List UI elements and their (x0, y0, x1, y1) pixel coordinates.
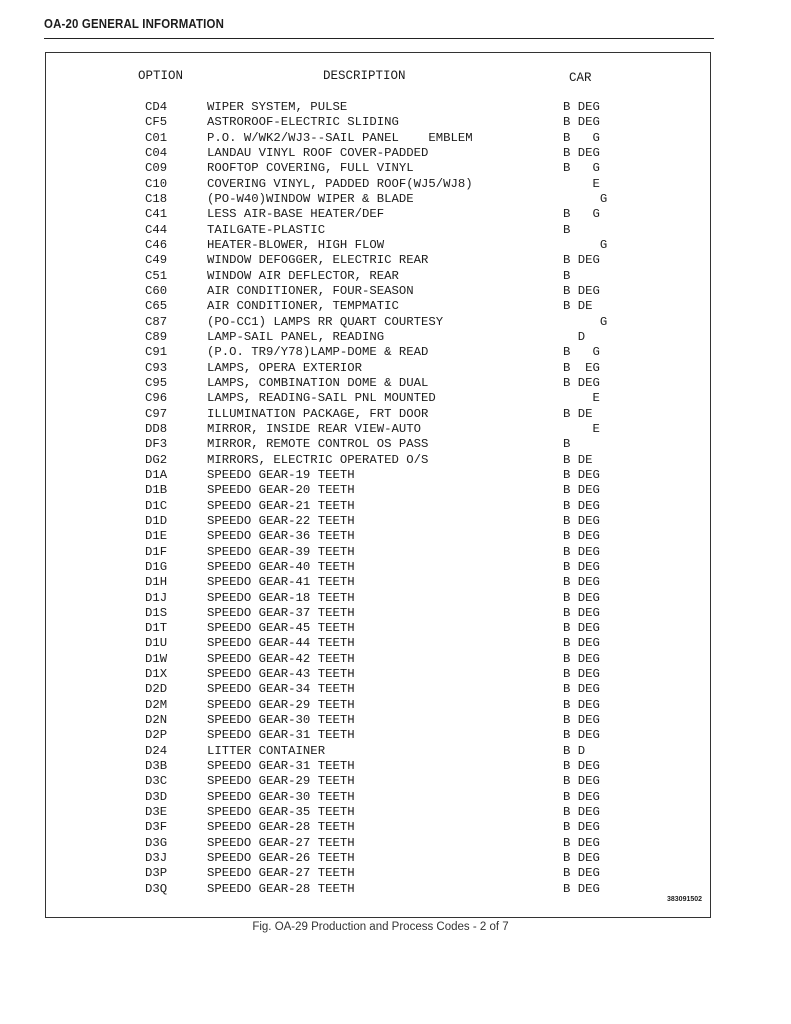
car-codes: B DEG (563, 544, 600, 559)
table-row (0, 744, 791, 759)
table-row (0, 207, 791, 222)
table-row (0, 299, 791, 314)
option-description: COVERING VINYL, PADDED ROOF(WJ5/WJ8) (207, 176, 473, 191)
option-code: C60 (145, 283, 168, 298)
car-codes: G (563, 314, 608, 329)
car-codes: B EG (563, 360, 600, 375)
option-code: D3F (145, 820, 168, 835)
option-code: C18 (145, 191, 168, 206)
car-codes: B DEG (563, 145, 600, 160)
document-code: 383091502 (667, 896, 703, 903)
table-row (0, 315, 791, 330)
car-codes: B DEG (563, 283, 600, 298)
table-row (0, 345, 791, 360)
car-codes: B DEG (563, 590, 600, 605)
option-description: WIPER SYSTEM, PULSE (207, 100, 348, 114)
table-row (0, 223, 791, 238)
table-row (0, 698, 791, 713)
option-description: SPEEDO GEAR-37 TEETH (207, 605, 355, 620)
option-code: D1J (145, 590, 168, 605)
option-code: D1H (145, 575, 168, 590)
option-description: SPEEDO GEAR-26 TEETH (207, 851, 355, 866)
option-code: C93 (145, 360, 168, 375)
column-header-description: DESCRIPTION (323, 69, 406, 83)
table-row (0, 146, 791, 161)
option-description: LAMP-SAIL PANEL, READING (207, 329, 385, 344)
car-codes: B DEG (563, 513, 600, 528)
option-code: D3B (145, 759, 168, 774)
table-row (0, 713, 791, 728)
table-row (0, 575, 791, 590)
option-code: C51 (145, 268, 168, 283)
option-code: D3P (145, 866, 168, 881)
car-codes: B DEG (563, 100, 600, 114)
car-codes: B DEG (563, 805, 600, 820)
option-description: SPEEDO GEAR-28 TEETH (207, 820, 355, 835)
table-row (0, 284, 791, 299)
car-codes: B DEG (563, 605, 600, 620)
option-description: SPEEDO GEAR-27 TEETH (207, 835, 355, 850)
option-code: DG2 (145, 452, 168, 467)
table-row (0, 177, 791, 192)
option-code: C46 (145, 237, 168, 252)
table-row (0, 636, 791, 651)
option-code: D1U (145, 636, 168, 651)
car-codes: B (563, 268, 571, 283)
table-row (0, 621, 791, 636)
table-row (0, 820, 791, 835)
figure-caption: Fig. OA-29 Production and Process Codes - 2 of 7 (252, 921, 509, 933)
option-description: ROOFTOP COVERING, FULL VINYL (207, 161, 414, 176)
car-codes: D (563, 329, 586, 344)
option-description: SPEEDO GEAR-28 TEETH (207, 881, 355, 896)
car-codes: B DEG (563, 467, 600, 482)
option-description: SPEEDO GEAR-34 TEETH (207, 682, 355, 697)
car-codes: B (563, 222, 571, 237)
option-code: C41 (145, 207, 168, 222)
car-codes: B G (563, 161, 600, 176)
option-code: D3C (145, 774, 168, 789)
car-codes: B D (563, 743, 586, 758)
option-code: C01 (145, 130, 168, 145)
table-row (0, 437, 791, 452)
option-description: ASTROROOF-ELECTRIC SLIDING (207, 115, 399, 130)
option-description: P.O. W/WK2/WJ3--SAIL PANEL EMBLEM (207, 130, 473, 145)
option-description: HEATER-BLOWER, HIGH FLOW (207, 237, 385, 252)
table-row (0, 591, 791, 606)
car-codes: B DEG (563, 774, 600, 789)
table-row (0, 836, 791, 851)
car-codes: B DEG (563, 498, 600, 513)
table-row (0, 545, 791, 560)
option-description: (PO-CC1) LAMPS RR QUART COURTESY (207, 314, 444, 329)
table-row (0, 652, 791, 667)
option-description: WINDOW DEFOGGER, ELECTRIC REAR (207, 253, 429, 268)
option-code: C95 (145, 375, 168, 390)
option-code: DF3 (145, 437, 168, 452)
option-code: C10 (145, 176, 168, 191)
car-codes: E (563, 176, 600, 191)
option-description: SPEEDO GEAR-18 TEETH (207, 590, 355, 605)
table-row (0, 499, 791, 514)
option-description: ILLUMINATION PACKAGE, FRT DOOR (207, 406, 429, 421)
option-description: SPEEDO GEAR-19 TEETH (207, 467, 355, 482)
option-description: LAMPS, READING-SAIL PNL MOUNTED (207, 391, 436, 406)
option-code: D1G (145, 559, 168, 574)
car-codes: B DEG (563, 575, 600, 590)
option-description: SPEEDO GEAR-45 TEETH (207, 621, 355, 636)
option-description: LITTER CONTAINER (207, 743, 326, 758)
car-codes: B DEG (563, 483, 600, 498)
option-description: SPEEDO GEAR-39 TEETH (207, 544, 355, 559)
car-codes: B DEG (563, 728, 600, 743)
option-description: SPEEDO GEAR-27 TEETH (207, 866, 355, 881)
car-codes: B DEG (563, 682, 600, 697)
option-code: C97 (145, 406, 168, 421)
option-code: D3Q (145, 881, 168, 896)
option-code: D1F (145, 544, 168, 559)
option-code: C44 (145, 222, 168, 237)
option-description: SPEEDO GEAR-40 TEETH (207, 559, 355, 574)
option-code: D3G (145, 835, 168, 850)
option-code: D1S (145, 605, 168, 620)
table-row (0, 790, 791, 805)
option-description: (P.O. TR9/Y78)LAMP-DOME & READ (207, 345, 429, 360)
option-code: D3E (145, 805, 168, 820)
option-description: SPEEDO GEAR-43 TEETH (207, 667, 355, 682)
car-codes: B DE (563, 452, 593, 467)
option-code: C89 (145, 329, 168, 344)
table-row (0, 728, 791, 743)
table-row (0, 100, 791, 115)
car-codes: B (563, 437, 571, 452)
option-code: D2P (145, 728, 168, 743)
table-row (0, 330, 791, 345)
table-row (0, 361, 791, 376)
car-codes: B DEG (563, 713, 600, 728)
table-row (0, 529, 791, 544)
option-code: D1E (145, 529, 168, 544)
table-row (0, 774, 791, 789)
table-row (0, 422, 791, 437)
option-code: D3D (145, 789, 168, 804)
car-codes: B DEG (563, 866, 600, 881)
car-codes: B G (563, 207, 600, 222)
option-description: SPEEDO GEAR-36 TEETH (207, 529, 355, 544)
table-row (0, 682, 791, 697)
option-description: TAILGATE-PLASTIC (207, 222, 326, 237)
car-codes: B DEG (563, 851, 600, 866)
option-code: D1W (145, 651, 168, 666)
table-row (0, 468, 791, 483)
option-code: C65 (145, 299, 168, 314)
option-description: LAMPS, COMBINATION DOME & DUAL (207, 375, 429, 390)
option-code: D3J (145, 851, 168, 866)
car-codes: E (563, 421, 600, 436)
car-codes: G (563, 191, 608, 206)
option-description: MIRRORS, ELECTRIC OPERATED O/S (207, 452, 429, 467)
option-code: D2D (145, 682, 168, 697)
option-description: AIR CONDITIONER, FOUR-SEASON (207, 283, 414, 298)
option-description: SPEEDO GEAR-20 TEETH (207, 483, 355, 498)
car-codes: B DEG (563, 697, 600, 712)
option-description: SPEEDO GEAR-30 TEETH (207, 713, 355, 728)
car-codes: B DEG (563, 835, 600, 850)
table-row (0, 161, 791, 176)
table-row (0, 866, 791, 881)
table-row (0, 667, 791, 682)
option-code: D1A (145, 467, 168, 482)
option-description: SPEEDO GEAR-22 TEETH (207, 513, 355, 528)
car-codes: B DEG (563, 789, 600, 804)
column-header-car: CAR (569, 71, 592, 85)
car-codes: B DE (563, 406, 593, 421)
option-description: LANDAU VINYL ROOF COVER-PADDED (207, 145, 429, 160)
option-description: SPEEDO GEAR-21 TEETH (207, 498, 355, 513)
table-row (0, 238, 791, 253)
option-code: C87 (145, 314, 168, 329)
table-row (0, 882, 791, 897)
option-code: D2M (145, 697, 168, 712)
car-codes: B DEG (563, 529, 600, 544)
option-description: SPEEDO GEAR-31 TEETH (207, 728, 355, 743)
table-row (0, 192, 791, 207)
car-codes: B G (563, 345, 600, 360)
car-codes: B DEG (563, 621, 600, 636)
car-codes: B DEG (563, 115, 600, 130)
table-row (0, 376, 791, 391)
option-code: DD8 (145, 421, 168, 436)
table-row (0, 606, 791, 621)
table-row (0, 514, 791, 529)
option-code: C09 (145, 161, 168, 176)
option-description: MIRROR, INSIDE REAR VIEW-AUTO (207, 421, 422, 436)
option-code: C91 (145, 345, 168, 360)
car-codes: B DEG (563, 559, 600, 574)
option-code: C49 (145, 253, 168, 268)
car-codes: B DE (563, 299, 593, 314)
table-row (0, 407, 791, 422)
option-code: D1T (145, 621, 168, 636)
table-row (0, 483, 791, 498)
option-description: SPEEDO GEAR-31 TEETH (207, 759, 355, 774)
option-description: SPEEDO GEAR-42 TEETH (207, 651, 355, 666)
option-description: SPEEDO GEAR-29 TEETH (207, 697, 355, 712)
table-row (0, 269, 791, 284)
option-description: LESS AIR-BASE HEATER/DEF (207, 207, 385, 222)
car-codes: B DEG (563, 881, 600, 896)
header-rule (44, 38, 714, 39)
option-description: MIRROR, REMOTE CONTROL OS PASS (207, 437, 429, 452)
car-codes: B DEG (563, 820, 600, 835)
option-description: SPEEDO GEAR-35 TEETH (207, 805, 355, 820)
column-header-option: OPTION (138, 69, 184, 83)
table-row (0, 115, 791, 130)
option-code: D24 (145, 743, 168, 758)
option-code: CD4 (145, 100, 168, 114)
option-code: D1X (145, 667, 168, 682)
table-row (0, 453, 791, 468)
table-row (0, 391, 791, 406)
car-codes: B DEG (563, 636, 600, 651)
car-codes: B DEG (563, 759, 600, 774)
option-description: SPEEDO GEAR-44 TEETH (207, 636, 355, 651)
option-code: D1C (145, 498, 168, 513)
option-code: C04 (145, 145, 168, 160)
option-code: C96 (145, 391, 168, 406)
car-codes: G (563, 237, 608, 252)
option-description: (PO-W40)WINDOW WIPER & BLADE (207, 191, 414, 206)
car-codes: B DEG (563, 253, 600, 268)
table-row (0, 759, 791, 774)
option-description: SPEEDO GEAR-30 TEETH (207, 789, 355, 804)
car-codes: B DEG (563, 667, 600, 682)
option-description: SPEEDO GEAR-41 TEETH (207, 575, 355, 590)
table-row (0, 131, 791, 146)
option-code: D1B (145, 483, 168, 498)
car-codes: E (563, 391, 600, 406)
option-code: D2N (145, 713, 168, 728)
option-description: LAMPS, OPERA EXTERIOR (207, 360, 362, 375)
table-row (0, 253, 791, 268)
option-description: SPEEDO GEAR-29 TEETH (207, 774, 355, 789)
table-row (0, 851, 791, 866)
option-code: CF5 (145, 115, 168, 130)
car-codes: B DEG (563, 375, 600, 390)
table-row (0, 805, 791, 820)
option-description: WINDOW AIR DEFLECTOR, REAR (207, 268, 399, 283)
option-code: D1D (145, 513, 168, 528)
codes-table (0, 100, 791, 897)
car-codes: B DEG (563, 651, 600, 666)
car-codes: B G (563, 130, 600, 145)
page-header-title: OA-20 GENERAL INFORMATION (44, 16, 225, 31)
option-description: AIR CONDITIONER, TEMPMATIC (207, 299, 399, 314)
table-row (0, 560, 791, 575)
